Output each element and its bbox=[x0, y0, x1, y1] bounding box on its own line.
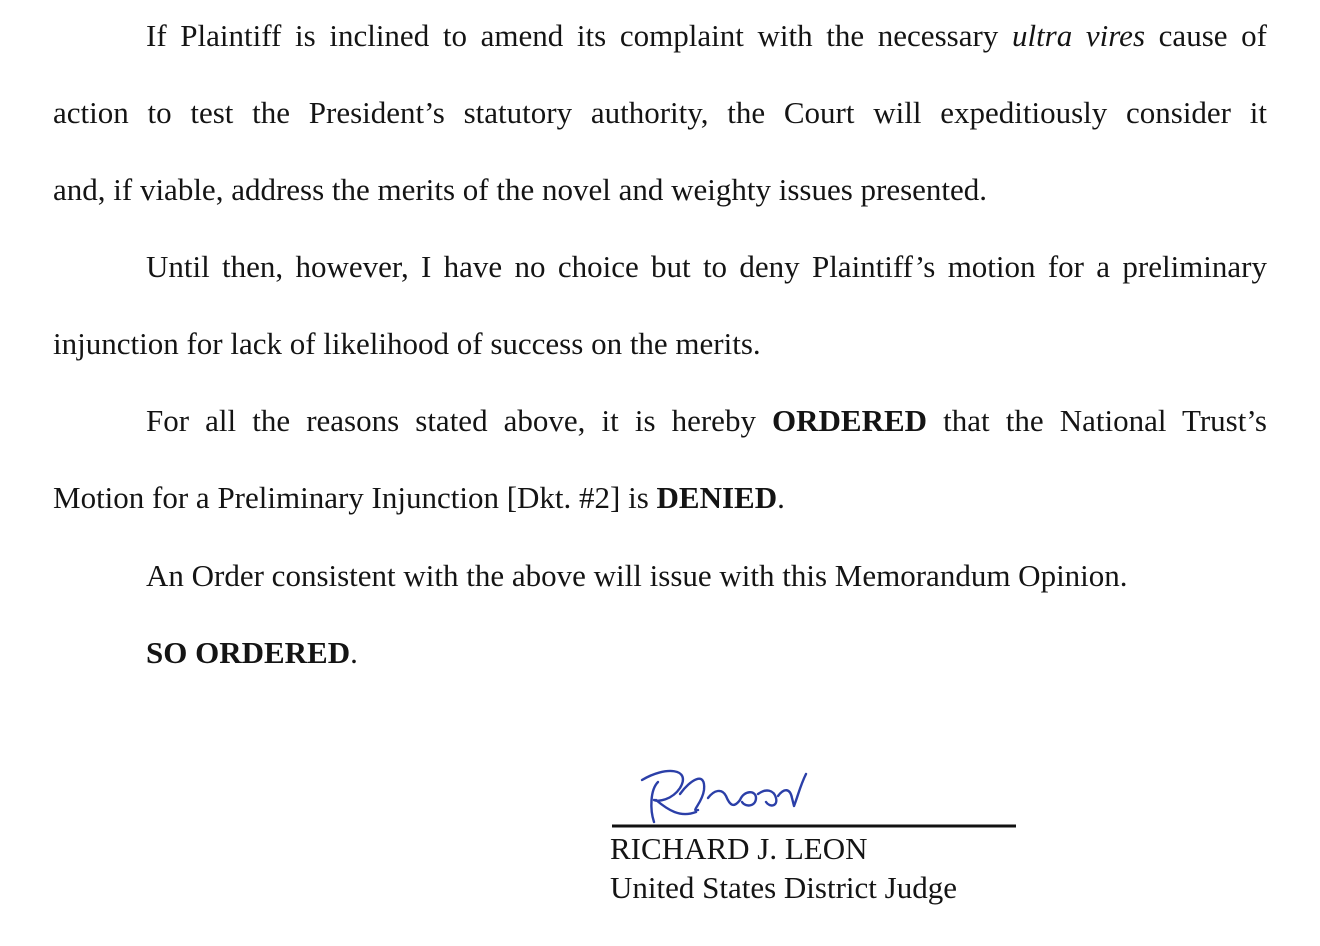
bold-term: DENIED bbox=[656, 480, 778, 515]
text-run: If Plaintiff is inclined to amend its complaint with the necessary bbox=[146, 18, 1012, 53]
signature-block bbox=[610, 760, 1030, 920]
paragraph-4-line-1: An Order consistent with the above will issue with this Memorandum Opinion. bbox=[146, 558, 1128, 593]
so-ordered-line bbox=[146, 633, 1267, 673]
bold-term: ORDERED bbox=[772, 403, 928, 438]
signature-ink bbox=[642, 771, 806, 822]
text-run: For all the reasons stated above, it is hereby bbox=[146, 403, 773, 438]
text-run: . bbox=[777, 480, 785, 515]
text-run: cause of bbox=[1145, 18, 1267, 53]
paragraph-1-line-2: action to test the President’s statutory authority, the Court will expeditiously consider it bbox=[53, 95, 1267, 130]
judge-name: RICHARD J. LEON bbox=[610, 831, 868, 866]
paragraph-1-line-1 bbox=[146, 16, 1267, 56]
handwritten-signature bbox=[610, 760, 1030, 840]
paragraph-3-line-1 bbox=[146, 401, 1267, 441]
paragraph-3-line-2 bbox=[53, 478, 1267, 518]
text-run: . bbox=[350, 635, 358, 670]
judge-title: United States District Judge bbox=[610, 870, 957, 905]
paragraph-2-line-1: Until then, however, I have no choice but to deny Plaintiff’s motion for a preliminary bbox=[146, 249, 1267, 284]
paragraph-2-line-2: injunction for lack of likelihood of success on the merits. bbox=[53, 326, 761, 361]
text-run: Motion for a Preliminary Injunction [Dkt. #2] is bbox=[53, 480, 657, 515]
italic-term: ultra vires bbox=[1011, 18, 1146, 53]
paragraph-1-line-3: and, if viable, address the merits of the novel and weighty issues presented. bbox=[53, 172, 988, 207]
so-ordered-label: SO ORDERED bbox=[146, 635, 351, 670]
text-run: that the National Trust’s bbox=[927, 403, 1267, 438]
